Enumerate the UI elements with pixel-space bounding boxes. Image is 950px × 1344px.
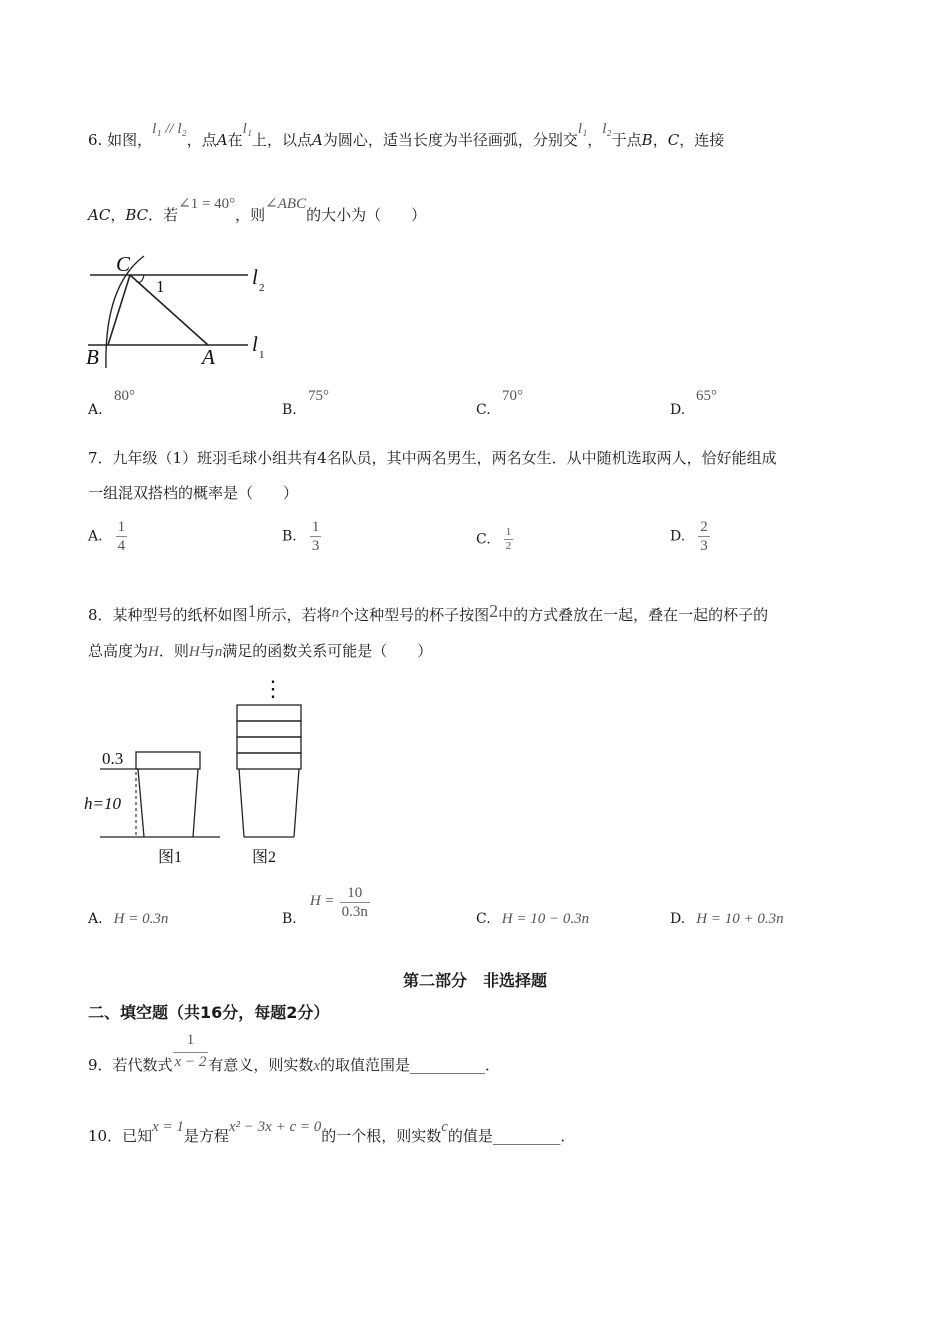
segment-AC: [130, 275, 208, 345]
label-l1-sub: 1: [259, 349, 265, 361]
stack-rim-1: [237, 705, 301, 721]
label-0.3: 0.3: [102, 749, 124, 768]
cup1-left: [138, 769, 144, 837]
label-h10: h=10: [84, 794, 121, 813]
math-angleABC: ∠ABC: [265, 196, 307, 212]
stack-rim-3: [237, 737, 301, 753]
caption-fig2: 图2: [252, 849, 277, 866]
label-l2-sub: 2: [259, 282, 265, 294]
label-l1: l: [252, 332, 258, 356]
math-angle1: ∠1 = 40°: [178, 196, 236, 212]
q7-option-a[interactable]: A. $\frac{1}{4}$: [88, 519, 126, 554]
q6-option-b[interactable]: B. 75°: [282, 388, 329, 418]
q9-line: 9．若代数式 $\frac{1}{x - 2}$ 有意义，则实数x的取值范围是__________．: [88, 1028, 500, 1071]
stack-rim-2: [237, 721, 301, 737]
label-B: B: [86, 345, 99, 369]
fraction: $\frac{1}{4}$: [117, 519, 126, 554]
q8-option-d[interactable]: D. H = 10 + 0.3n: [670, 911, 784, 927]
fraction: $\frac{1}{2}$: [505, 526, 512, 552]
q6-option-c[interactable]: C. 70°: [476, 388, 523, 418]
q8-line1: 8．某种型号的纸杯如图1所示，若将n个这种型号的杯子按图2中的方式叠放在一起，叠在一起的杯子的: [88, 601, 769, 624]
stack-left: [239, 769, 244, 837]
fraction: $\frac{1}{3}$: [311, 519, 320, 554]
q7-option-c[interactable]: C. $\frac{1}{2}$: [476, 526, 512, 552]
q6-line2: AC，BC．若∠1 = 40°，则∠ABC的大小为（ ）: [88, 196, 427, 224]
q7-option-b[interactable]: B. $\frac{1}{3}$: [282, 519, 320, 554]
cup1-right: [193, 769, 198, 837]
q10-line: 10．已知x = 1是方程x² − 3x + c = 0的一个根，则实数c的值是_________．: [88, 1119, 576, 1145]
q8-option-c[interactable]: C. H = 10 − 0.3n: [476, 911, 590, 927]
q8-option-b[interactable]: B. H = $\frac{10}{0.3n}$: [282, 885, 368, 927]
q6-line1: 6. 如图，l₁ // l₂，点A在l₁上，以点A为圆心，适当长度为半径画弧，分别交l₁，l₂于点B，C，连接: [88, 121, 725, 149]
q6-figure: [80, 248, 280, 373]
label-1: 1: [156, 277, 165, 296]
label-l2: l: [252, 265, 258, 289]
q6-number: 6.: [88, 131, 103, 149]
q6-option-d[interactable]: D. 65°: [670, 388, 717, 418]
q8-line2: 总高度为H．则H与n满足的函数关系可能是（ ）: [88, 642, 433, 660]
label-A: A: [202, 345, 215, 369]
dots-icon: ⋮: [262, 676, 284, 701]
fraction: $\frac{1}{x - 2}$: [173, 1028, 209, 1071]
q8-figure: [80, 672, 320, 872]
fraction: $\frac{10}{0.3n}$: [341, 885, 368, 920]
fraction: $\frac{2}{3}$: [700, 519, 708, 554]
q7-line2: 一组混双搭档的概率是（ ）: [88, 484, 299, 502]
stack-rim-4: [237, 753, 301, 769]
cup1-rim: [136, 752, 200, 769]
section2-title: 二、填空题（共16分，每题2分）: [88, 1003, 330, 1022]
q6-option-a[interactable]: A. 80°: [88, 388, 135, 418]
caption-fig1: 图1: [158, 849, 183, 866]
q7-line1: 7．九年级（1）班羽毛球小组共有4名队员，其中两名男生，两名女生．从中随机选取两人，恰好能组成: [88, 449, 777, 467]
q8-option-a[interactable]: A. H = 0.3n: [88, 911, 169, 927]
stack-right: [294, 769, 299, 837]
part2-title: 第二部分 非选择题: [402, 971, 547, 990]
label-C: C: [116, 252, 131, 276]
q7-option-d[interactable]: D. $\frac{2}{3}$: [670, 519, 708, 554]
math-parallel: l₁ // l₂: [152, 121, 187, 137]
